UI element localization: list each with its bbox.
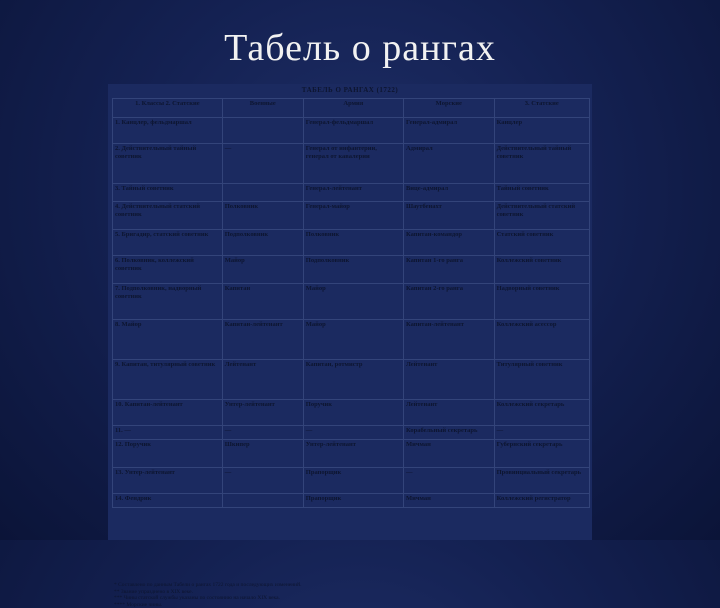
table-cell: Действительный статский советник [494,202,589,230]
footnote: **** Морские чины. [114,602,584,608]
table-cell: Лейтенант [403,360,494,400]
table-cell: Генерал-адмирал [403,118,494,144]
table-row [113,284,590,320]
table-cell: Шкипер [222,440,303,468]
table-row [113,494,590,508]
table-cell: Прапорщик [303,494,403,508]
rank-table [112,98,590,508]
column-header: Армия [303,99,403,118]
table-cell: 10. Капитан-лейтенант [113,400,223,426]
table-cell: Мичман [403,494,494,508]
table-cell: Генерал-фельдмаршал [303,118,403,144]
table-cell: Капитан-командор [403,230,494,256]
table-cell: Полковник [222,202,303,230]
table-cell: Капитан, ротмистр [303,360,403,400]
table-row [113,426,590,440]
slide-title: Табель о рангах [0,26,720,70]
table-cell: Действительный тайный советник [494,144,589,184]
table-cell: 9. Капитан, титулярный советник [113,360,223,400]
table-cell: 2. Действительный тайный советник [113,144,223,184]
table-cell [222,494,303,508]
table-cell: Генерал от инфантерии, генерал от кавалерии [303,144,403,184]
table-cell: Коллежский секретарь [494,400,589,426]
table-cell: 3. Тайный советник [113,184,223,202]
table-cell: 6. Полковник, коллежский советник [113,256,223,284]
table-cell: Коллежский регистратор [494,494,589,508]
table-cell: Надворный советник [494,284,589,320]
column-header: 1. Классы 2. Статские [113,99,223,118]
table-cell: Корабельный секретарь [403,426,494,440]
table-cell: Прапорщик [303,468,403,494]
footnotes [114,582,584,608]
document-caption: ТАБЕЛЬ О РАНГАХ (1722) [108,86,592,94]
table-cell: Коллежский советник [494,256,589,284]
table-cell: Подполковник [303,256,403,284]
table-row [113,468,590,494]
table-cell: Генерал-майор [303,202,403,230]
table-cell: 7. Подполковник, надворный советник [113,284,223,320]
table-cell: Капитан [222,284,303,320]
table-cell: — [403,468,494,494]
table-cell: 5. Бригадир, статский советник [113,230,223,256]
table-header-row [113,99,590,118]
table-row [113,400,590,426]
footnote: * Составлено по данным Табели о рангах 1722 года и последующих изменений. [114,582,584,589]
table-row [113,118,590,144]
table-cell: — [222,144,303,184]
table-row [113,230,590,256]
table-cell: Капитан 2-го ранга [403,284,494,320]
table-cell: Унтер-лейтенант [303,440,403,468]
table-cell: Капитан 1-го ранга [403,256,494,284]
table-cell: Капитан-лейтенант [222,320,303,360]
footnote: ** Звание упразднено в XIX веке. [114,589,584,596]
table-cell [222,184,303,202]
table-cell: — [303,426,403,440]
table-cell: Полковник [303,230,403,256]
table-cell: 14. Фендрик [113,494,223,508]
column-header: Морские [403,99,494,118]
table-cell: 12. Поручик [113,440,223,468]
column-header: 3. Статские [494,99,589,118]
table-cell: Унтер-лейтенант [222,400,303,426]
table-cell: Коллежский асессор [494,320,589,360]
table-cell: Капитан-лейтенант [403,320,494,360]
table-cell: Майор [303,284,403,320]
table-cell: Лейтенант [222,360,303,400]
table-cell: Провинциальный секретарь [494,468,589,494]
table-cell: Адмирал [403,144,494,184]
table-cell: 1. Канцлер, фельдмаршал [113,118,223,144]
table-cell: Мичман [403,440,494,468]
table-row [113,184,590,202]
table-cell: Майор [222,256,303,284]
table-cell: Подполковник [222,230,303,256]
table-cell: — [222,426,303,440]
table-cell: Генерал-лейтенант [303,184,403,202]
table-cell: Тайный советник [494,184,589,202]
column-header: Военные [222,99,303,118]
table-cell: 11. — [113,426,223,440]
table-row [113,440,590,468]
table-row [113,256,590,284]
table-cell: Канцлер [494,118,589,144]
table-cell: 13. Унтер-лейтенант [113,468,223,494]
table-row [113,144,590,184]
table-cell: Губернский секретарь [494,440,589,468]
table-row [113,320,590,360]
table-cell: Шаутбенахт [403,202,494,230]
table-row [113,202,590,230]
table-row [113,360,590,400]
table-cell: Поручик [303,400,403,426]
table-cell: Лейтенант [403,400,494,426]
table-cell: Вице-адмирал [403,184,494,202]
table-cell: — [494,426,589,440]
table-cell: 8. Майор [113,320,223,360]
table-cell: Майор [303,320,403,360]
table-cell: 4. Действительный статский советник [113,202,223,230]
footnote: *** Чины статской службы указаны по состоянию на начало XIX века. [114,595,584,602]
document-scan [108,84,592,540]
table-cell: Статский советник [494,230,589,256]
table-cell: — [222,468,303,494]
table-cell [222,118,303,144]
table-cell: Титулярный советник [494,360,589,400]
